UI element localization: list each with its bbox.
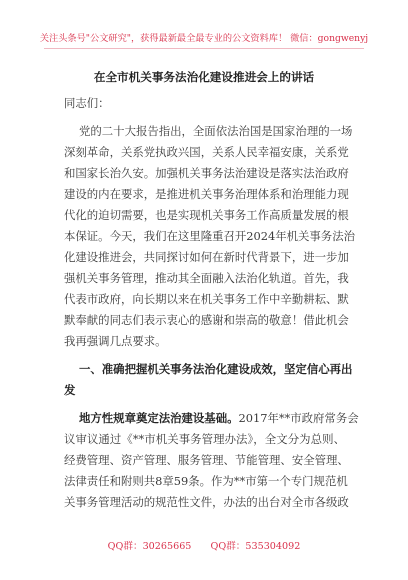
body-line: 代化的迫切需要，也是实现机关事务工作高质量发展的根 xyxy=(64,208,349,222)
section-heading-continued: 发 xyxy=(64,383,76,397)
body-line: 党的二十大报告指出，全面依法治国是国家治理的一场 xyxy=(79,124,353,138)
body-line: 本保证。今天，我们在这里隆重召开2024年机关事务法治 xyxy=(64,229,355,243)
body-line: 化建设推进会，共同探讨如何在新时代背景下，进一步加 xyxy=(64,250,349,264)
body-line: 深刻革命，关系党执政兴国，关系人民幸福安康，关系党 xyxy=(64,145,349,159)
body-line: 我再强调几点要求。 xyxy=(64,334,167,348)
para2-first-rest: 2017年**市政府常务会 xyxy=(238,411,359,425)
body-line: 和国家长治久安。加强机关事务法治建设是落实法治政府 xyxy=(64,166,349,180)
footer-qq-group-2: QQ群：535304092 xyxy=(210,541,301,552)
body-line: 经费管理、资产管理、服务管理、节能管理、安全管理、 xyxy=(64,453,349,467)
body-line: 议审议通过《**市机关事务管理办法》，全文分为总则、 xyxy=(64,432,345,446)
body-line: 关事务管理活动的规范性文件，办法的出台对全市各级政 xyxy=(64,495,349,509)
salutation: 同志们： xyxy=(64,96,110,110)
para2-first-line xyxy=(79,411,359,425)
header-divider xyxy=(44,48,364,49)
body-line: 默奉献的同志们表示衷心的感谢和崇高的敬意！借此机会 xyxy=(64,313,349,327)
body-line: 代表市政府，向长期以来在机关事务工作中辛勤耕耘、默 xyxy=(64,292,349,306)
para2-lead: 地方性规章奠定法治建设基础。 xyxy=(79,411,239,425)
header-banner: 关注头条号"公文研究"，获得最新最全最专业的公文资料库！ 微信：gongwenyj xyxy=(39,33,369,44)
body-line: 法律责任和附则共8章59条。作为**市第一个专门规范机 xyxy=(64,474,348,488)
footer xyxy=(0,538,408,552)
footer-qq-group-1: QQ群：30265665 xyxy=(107,541,192,552)
section-heading: 一、准确把握机关事务法治化建设成效，坚定信心再出 xyxy=(79,362,353,376)
body-line: 建设的内在要求，是推进机关事务治理体系和治理能力现 xyxy=(64,187,349,201)
document-title: 在全市机关事务法治化建设推进会上的讲话 xyxy=(93,70,315,84)
body-line: 强机关事务管理，推动其全面融入法治化轨道。首先，我 xyxy=(64,271,349,285)
